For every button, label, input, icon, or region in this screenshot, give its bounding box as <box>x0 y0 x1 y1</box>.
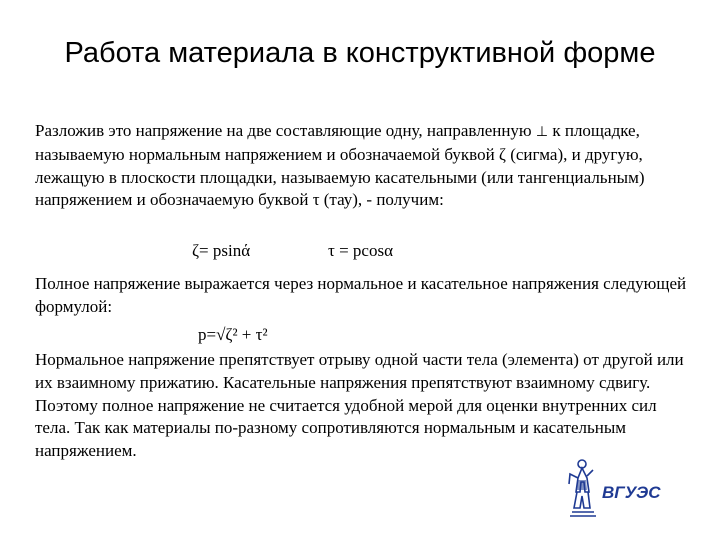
paragraph-stress-decomposition-end: к площадке, называемую нормальным напряжением и обозначаемой буквой ζ (сигма), и другую, лежащую в плоскости площадки, называемую касательными (или тангенциальным) напряжением и обозначаемую буквой τ (тау), - получим: <box>35 121 645 210</box>
paragraph-total-stress: Полное напряжение выражается через нормальное и касательное напряжения следующей формулой: <box>35 274 687 316</box>
perpendicular-symbol: ⊥ <box>535 124 549 140</box>
logo-text: ВГУЭС <box>602 483 661 502</box>
formula-normal-stress: ζ= psinά <box>192 241 251 260</box>
slide-title: Работа материала в конструктивной форме <box>64 37 656 69</box>
paragraph-stress-meaning: Нормальное напряжение препятствует отрыву одной части тела (элемента) от другой или их взаимному прижатию. Касательные напряжения препятствуют взаимному сдвигу. Поэтому полное напряжение не считается удобной мерой для оценки внутренних сил тела. Так как материалы по-разному сопротивляются нормальным и касательным напряжением. <box>35 350 684 461</box>
paragraph-stress-decomposition-start: Разложив это напряжение на две составляющие одну, направленную <box>35 121 536 140</box>
paragraph-stress-decomposition <box>35 120 695 212</box>
formula-total-stress: p=√ζ² + τ² <box>198 325 268 344</box>
university-emblem-icon <box>566 458 676 520</box>
university-logo <box>566 458 676 520</box>
formula-shear-stress: τ = pcosα <box>328 241 393 260</box>
